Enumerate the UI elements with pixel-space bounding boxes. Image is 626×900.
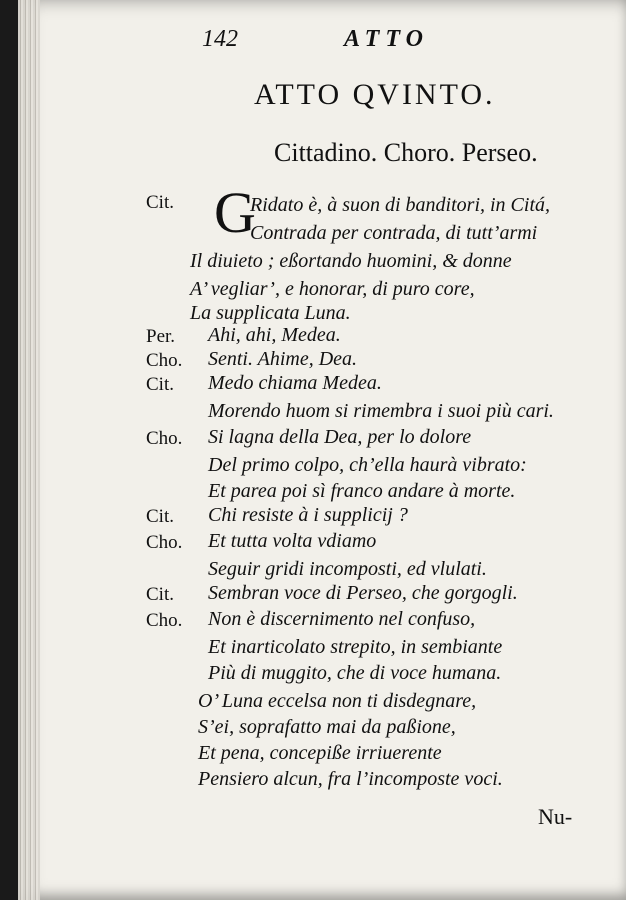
character-list: Cittadino. Choro. Perseo. [274,138,538,167]
verse-line: Ahi, ahi, Medea. [208,324,341,346]
book-page [18,0,626,900]
verse-line: Ridato è, à suon di banditori, in Citá, [250,194,551,216]
verse-line: Non è discernimento nel confuso, [208,608,476,630]
verse-line: S’ei, soprafatto mai da paßione, [198,716,456,738]
verse-line: Et pena, concepiße irriuerente [198,742,442,764]
verse-line: Et tutta volta vdiamo [208,530,377,552]
verse-line: Morendo huom si rimembra i suoi più cari. [208,400,554,422]
speaker-label: Cit. [146,192,174,213]
catchword: Nu- [538,804,573,829]
verse-line: Senti. Ahime, Dea. [208,348,358,370]
speaker-label: Cho. [146,532,183,553]
verse-line: Et inarticolato strepito, in sembiante [208,636,503,658]
verse-line: Et parea poi sì franco andare à morte. [208,480,516,502]
speaker-label: Per. [146,326,176,347]
speaker-label: Cho. [146,350,183,371]
verse-line: Contrada per contrada, di tutt’armi [250,222,538,244]
speaker-label: Cit. [146,374,174,395]
speaker-label: Cho. [146,428,183,449]
verse-line: Pensiero alcun, fra l’incomposte voci. [198,768,503,790]
verse-line: Medo chiama Medea. [208,372,382,394]
verse-line: Si lagna della Dea, per lo dolore [208,426,472,448]
verse-line: Sembran voce di Perseo, che gorgogli. [208,582,518,604]
page-number: 142 [202,26,238,52]
verse-line: Seguir gridi incomposti, ed vlulati. [208,558,487,580]
running-head [18,26,626,58]
speaker-label: Cit. [146,506,174,527]
drop-cap: G [214,180,256,245]
speaker-label: Cho. [146,610,183,631]
speaker-label: Cit. [146,584,174,605]
verse-line: Più di muggito, che di voce humana. [208,662,502,684]
page-edge [18,0,40,900]
verse-line: Chi resiste à i supplicij ? [208,504,408,526]
act-title: ATTO QVINTO. [254,78,496,111]
running-title: ATTO [344,26,429,52]
verse-line: A’ vegliar’, e honorar, di puro core, [190,278,475,300]
verse-line: Il diuieto ; eßortando huomini, & donne [190,250,512,272]
verse-line: Del primo colpo, ch’ella haurà vibrato: [208,454,527,476]
verse-line: O’ Luna eccelsa non ti disdegnare, [198,690,477,712]
verse-line: La supplicata Luna. [190,302,351,324]
